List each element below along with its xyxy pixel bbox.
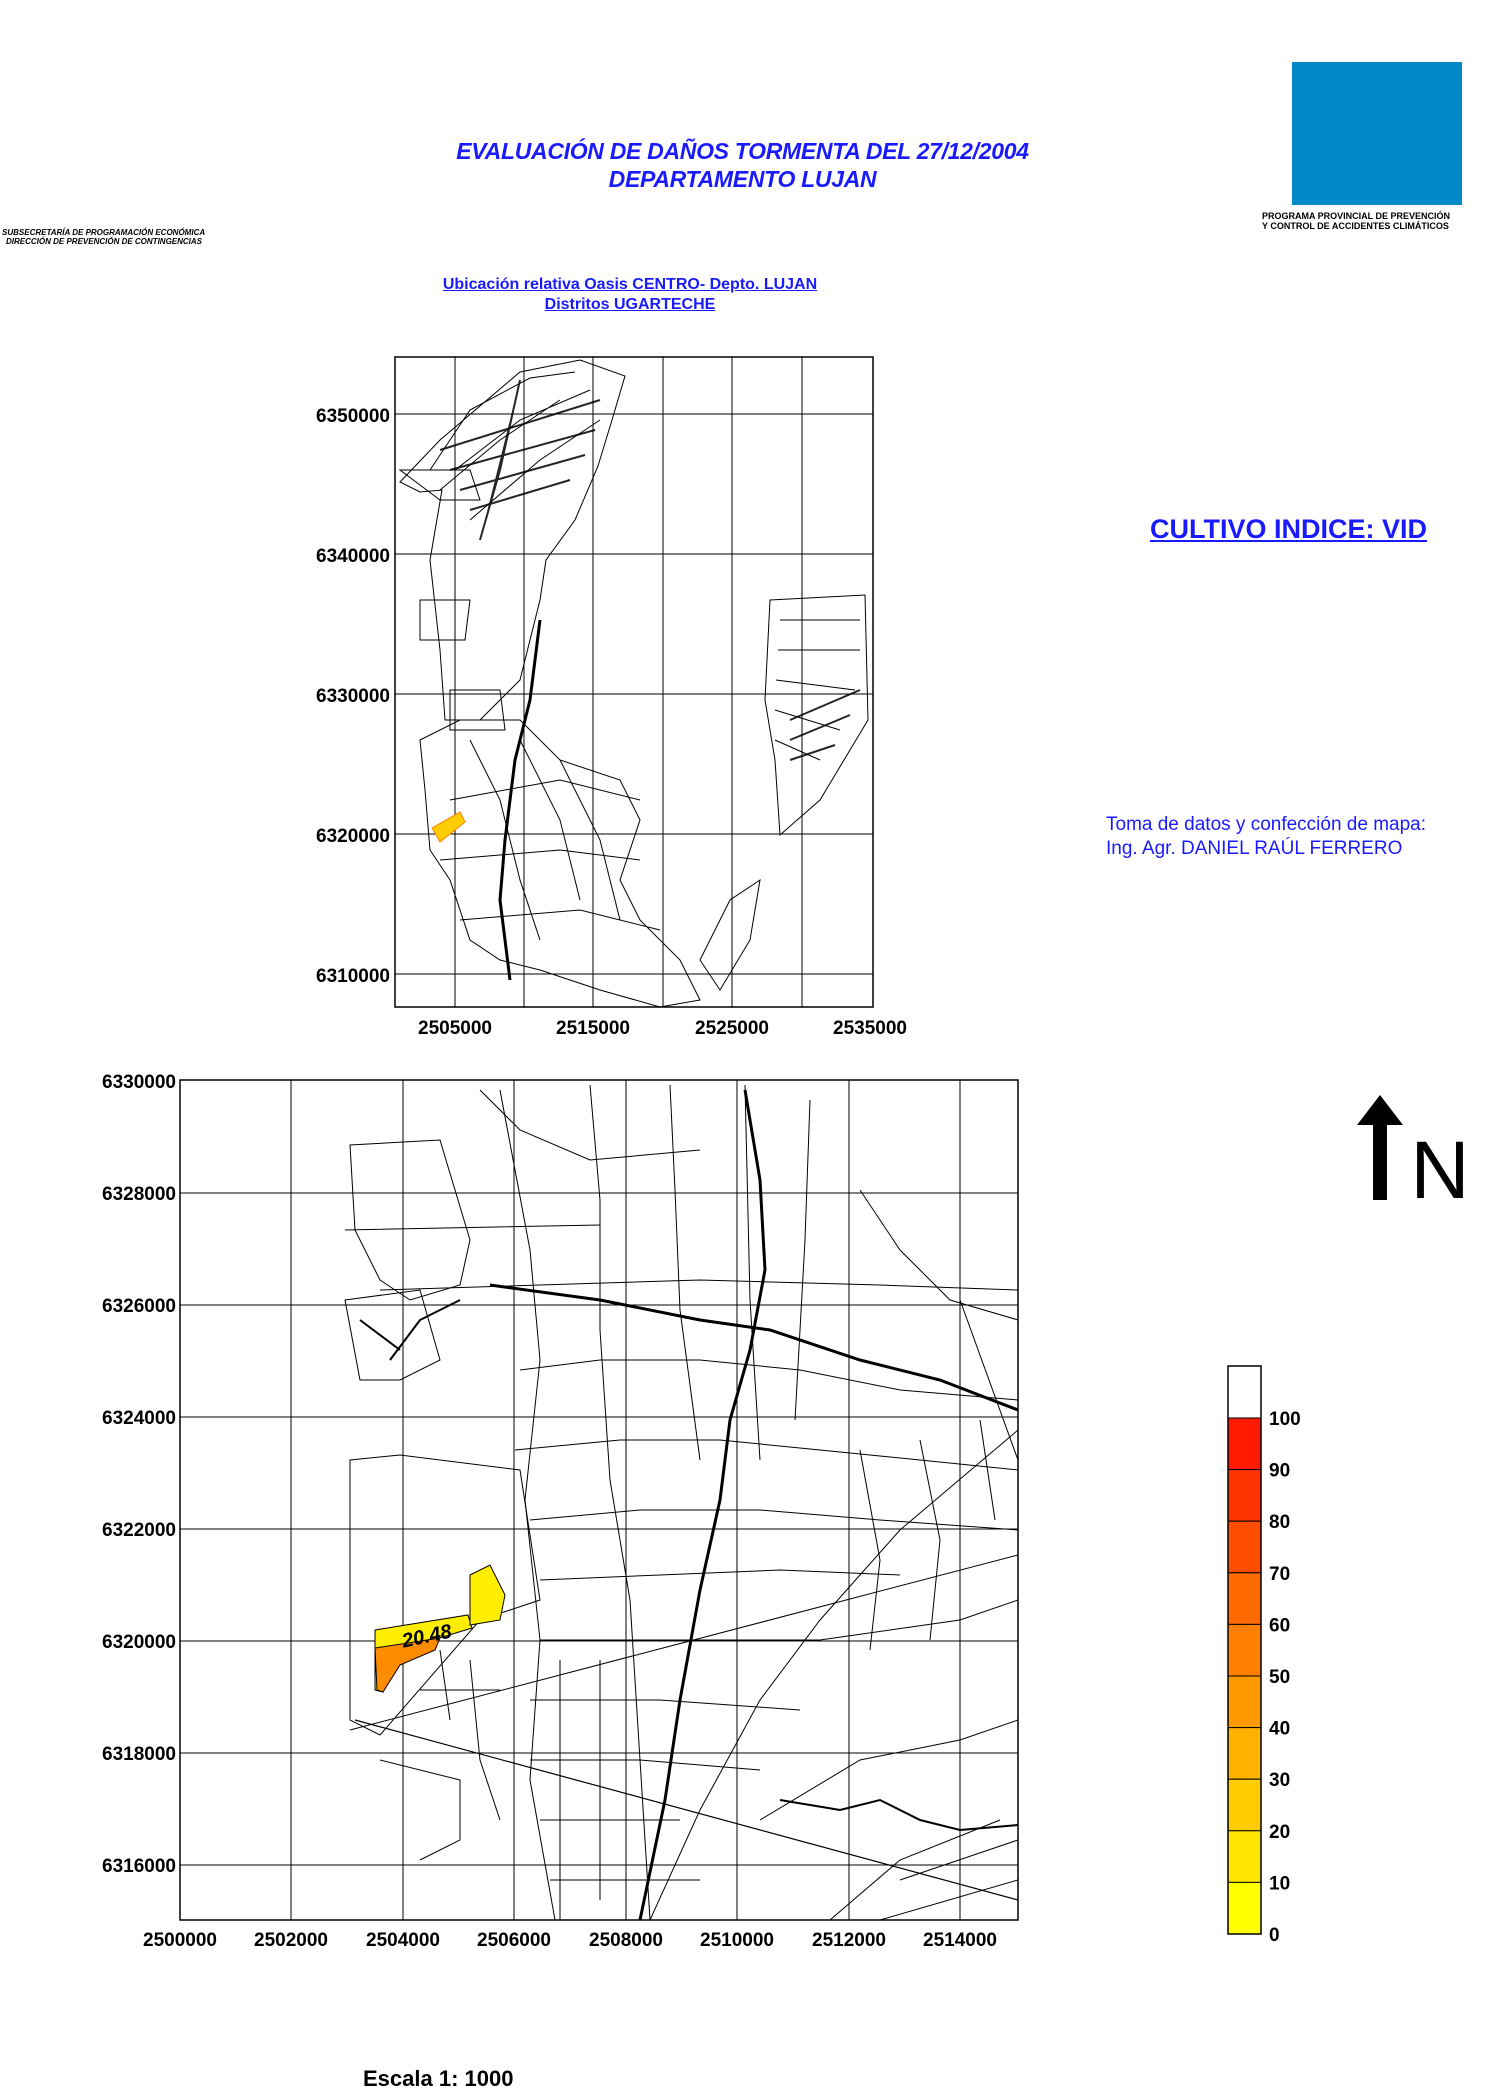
legend-label: 10	[1269, 1873, 1291, 1895]
legend-swatch	[1228, 1366, 1261, 1418]
detail-x-tick: 2512000	[812, 1930, 886, 1951]
location-map-grid	[395, 357, 873, 1007]
legend-swatch	[1228, 1831, 1261, 1883]
detail-x-tick: 2510000	[700, 1930, 774, 1951]
legend-swatch	[1228, 1573, 1261, 1625]
damage-zone-north	[470, 1565, 505, 1625]
program-line-1: PROGRAMA PROVINCIAL DE PREVENCIÓN	[1262, 211, 1451, 221]
detail-main-roads	[490, 1090, 1018, 1920]
location-x-tick: 2505000	[418, 1018, 492, 1039]
detail-map-frame	[180, 1080, 1018, 1920]
detail-x-tick: 2502000	[254, 1930, 328, 1951]
legend-label: 60	[1269, 1615, 1291, 1637]
location-dense-area	[440, 380, 860, 760]
map-title-line1: EVALUACIÓN DE DAÑOS TORMENTA DEL 27/12/2004	[456, 138, 1029, 164]
location-y-tick: 6310000	[316, 966, 390, 987]
legend-label: 70	[1269, 1563, 1291, 1585]
location-map-frame	[395, 357, 873, 1007]
location-map	[316, 357, 907, 1039]
agency-line-2: DIRECCIÓN DE PREVENCIÓN DE CONTINGENCIAS	[6, 237, 203, 246]
legend-swatch	[1228, 1676, 1261, 1728]
detail-parcels	[345, 1085, 1018, 1920]
detail-y-tick: 6318000	[102, 1744, 176, 1765]
detail-y-tick: 6324000	[102, 1408, 176, 1429]
legend-swatch	[1228, 1728, 1261, 1780]
detail-y-tick: 6320000	[102, 1632, 176, 1653]
agency-line-1: SUBSECRETARÍA DE PROGRAMACIÓN ECONÓMICA	[2, 228, 206, 237]
detail-x-tick: 2506000	[477, 1930, 551, 1951]
scale-label: Escala 1: 1000	[363, 2066, 514, 2091]
legend-label: 0	[1269, 1925, 1280, 1946]
detail-damage-area	[375, 1565, 505, 1692]
legend-swatch	[1228, 1779, 1261, 1831]
detail-x-tick: 2504000	[366, 1930, 440, 1951]
detail-map	[102, 1072, 1018, 1951]
detail-y-axis	[102, 1072, 176, 1877]
crop-index-label: CULTIVO INDICE: VID	[1150, 514, 1428, 544]
map-title-line2: DEPARTAMENTO LUJAN	[608, 166, 877, 192]
legend-swatch	[1228, 1470, 1261, 1522]
legend-label: 80	[1269, 1512, 1291, 1534]
detail-y-tick: 6326000	[102, 1296, 176, 1317]
location-x-tick: 2515000	[556, 1018, 630, 1039]
legend-swatch	[1228, 1521, 1261, 1573]
location-y-tick: 6320000	[316, 826, 390, 847]
location-x-tick: 2535000	[833, 1018, 907, 1039]
location-y-tick: 6350000	[316, 406, 390, 427]
location-y-tick: 6330000	[316, 686, 390, 707]
legend-swatch	[1228, 1418, 1261, 1470]
damage-legend	[1228, 1366, 1301, 1946]
location-y-axis	[316, 406, 390, 987]
location-caption-line1: Ubicación relativa Oasis CENTRO- Depto. LUJAN	[442, 276, 818, 293]
legend-label: 20	[1269, 1821, 1291, 1843]
legend-swatch	[1228, 1624, 1261, 1676]
location-x-axis	[418, 1018, 907, 1039]
legend-label: 100	[1269, 1409, 1301, 1430]
credits-line-1: Toma de datos y confección de mapa:	[1106, 814, 1427, 835]
location-damage-area	[432, 812, 465, 842]
legend-swatches	[1228, 1366, 1261, 1934]
detail-x-tick: 2508000	[589, 1930, 663, 1951]
legend-swatch	[1228, 1882, 1261, 1934]
detail-y-tick: 6328000	[102, 1184, 176, 1205]
location-y-tick: 6340000	[316, 546, 390, 567]
location-x-tick: 2525000	[695, 1018, 769, 1039]
credits-line-2: Ing. Agr. DANIEL RAÚL FERRERO	[1106, 838, 1403, 859]
legend-label: 90	[1269, 1460, 1291, 1482]
legend-label: 40	[1269, 1718, 1291, 1740]
legend-labels	[1269, 1409, 1301, 1946]
detail-y-tick: 6316000	[102, 1856, 176, 1877]
detail-y-tick: 6322000	[102, 1520, 176, 1541]
legend-label: 50	[1269, 1667, 1291, 1688]
legend-label: 30	[1269, 1770, 1291, 1792]
detail-x-axis	[143, 1930, 997, 1951]
detail-y-tick: 6330000	[102, 1072, 176, 1093]
detail-x-tick: 2500000	[143, 1930, 217, 1951]
location-caption-line2: Distritos UGARTECHE	[544, 296, 716, 313]
north-arrow-icon	[1357, 1095, 1470, 1216]
program-line-2: Y CONTROL DE ACCIDENTES CLIMÁTICOS	[1262, 221, 1449, 231]
damage-value-label: 20.48	[400, 1620, 454, 1653]
location-parcels	[400, 360, 868, 1007]
detail-x-tick: 2514000	[923, 1930, 997, 1951]
north-label: N	[1410, 1125, 1470, 1216]
detail-map-grid	[180, 1080, 1018, 1920]
